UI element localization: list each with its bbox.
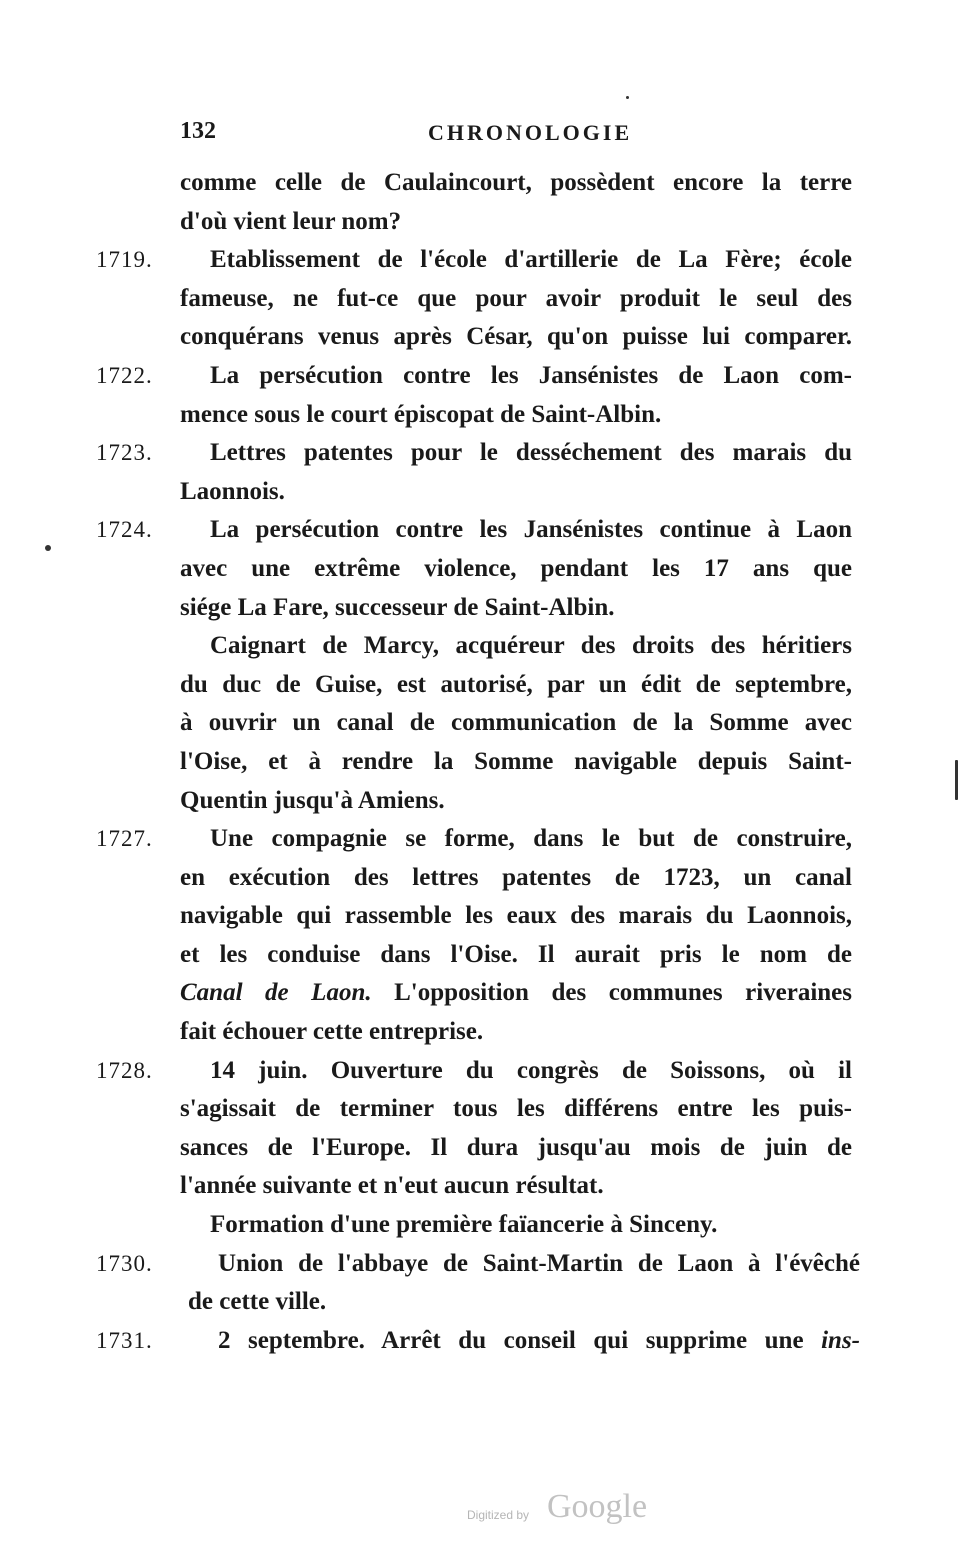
running-header: [180, 118, 850, 154]
italic-text: ins-: [821, 1326, 860, 1354]
digitized-label: Digitized by: [467, 1508, 530, 1522]
text-line: du duc de Guise, est autorisé, par un édit de septembre,: [180, 670, 852, 698]
page-number: 132: [180, 118, 216, 144]
text-line: sances de l'Europe. Il dura jusqu'au mois de juin de: [180, 1133, 852, 1161]
text-line: Lettres patentes pour le desséchement des marais du: [210, 439, 852, 467]
text-line: s'agissait de terminer tous les différens entre les puis-: [180, 1095, 852, 1123]
scan-speck: [955, 760, 958, 800]
text-line: Caignart de Marcy, acquéreur des droits des héritiers: [210, 632, 852, 660]
entry-year: 1723.: [96, 440, 153, 466]
entry-year: 1722.: [96, 362, 153, 388]
text-line: La persécution contre les Jansénistes continue à Laon: [210, 516, 852, 544]
text-line: conquérans venus après César, qu'on puisse lui comparer.: [180, 323, 852, 351]
chronology-entry-1731: [0, 1322, 860, 1361]
chronology-text: [0, 164, 965, 1360]
text-line: comme celle de Caulaincourt, possèdent encore la terre: [180, 169, 852, 196]
text-line: d'où vient leur nom?: [180, 207, 402, 235]
text-line: en exécution des lettres patentes de 1723, un canal: [180, 863, 852, 891]
entry-year: 1719.: [96, 247, 153, 273]
digitized-watermark: [467, 1486, 727, 1536]
google-logo: Google: [547, 1488, 648, 1525]
text-line: et les conduise dans l'Oise. Il aurait pris le nom de: [180, 940, 852, 968]
text-line: Union de l'abbaye de Saint-Martin de Laon à l'évêché: [218, 1249, 860, 1277]
chronology-entry-1727: [0, 820, 852, 1052]
text-line: fait échouer cette entreprise.: [180, 1018, 484, 1046]
text-line: Canal de Laon. L'opposition des communes riveraines: [180, 979, 853, 1007]
entry-year: 1728.: [96, 1057, 153, 1083]
text-line: avec une extrême violence, pendant les 17 ans que: [180, 554, 852, 582]
chronology-entry-1719: [0, 241, 852, 357]
text-line: à ouvrir un canal de communication de la Somme avec: [180, 709, 852, 737]
text-line: mence sous le court épiscopat de Saint-Albin.: [180, 400, 662, 428]
chronology-entry-1723: [0, 434, 852, 511]
text-line: Formation d'une première faïancerie à Sinceny.: [210, 1211, 718, 1239]
text-line: 2 septembre. Arrêt du conseil qui supprime une ins-: [218, 1326, 860, 1354]
italic-text: Canal de Laon.: [180, 979, 372, 1007]
scan-speck: [626, 96, 629, 99]
text-line: siége La Fare, successeur de Saint-Albin.: [180, 593, 615, 621]
text-line: La persécution contre les Jansénistes de Laon com-: [210, 361, 852, 389]
chronology-entry-1724: [0, 511, 852, 820]
text-line: Quentin jusqu'à Amiens.: [180, 786, 445, 814]
entry-year: 1731.: [96, 1327, 153, 1353]
chronology-entry-1728: [0, 1052, 852, 1245]
text-line: Laonnois.: [180, 477, 285, 505]
chronology-entry-continuation: [0, 164, 852, 241]
entry-year: 1727.: [96, 826, 153, 852]
scan-speck: [45, 545, 51, 551]
text-line: Une compagnie se forme, dans le but de construire,: [210, 825, 852, 853]
chronology-entry-1722: [0, 357, 852, 434]
running-title: CHRONOLOGIE: [428, 120, 633, 145]
entry-year: 1730.: [96, 1250, 153, 1276]
text-line: l'Oise, et à rendre la Somme navigable depuis Saint-: [180, 747, 852, 775]
entry-year: 1724.: [96, 517, 153, 543]
text-line: de cette ville.: [188, 1288, 327, 1316]
text-line: l'année suivante et n'eut aucun résultat.: [180, 1172, 604, 1200]
text-line: navigable qui rassemble les eaux des marais du Laonnois,: [180, 902, 852, 930]
chronology-entry-1730: [0, 1245, 860, 1322]
text-line: fameuse, ne fut-ce que pour avoir produit le seul des: [180, 284, 852, 312]
text-line: Etablissement de l'école d'artillerie de La Fère; école: [210, 246, 852, 274]
text-line: 14 juin. Ouverture du congrès de Soissons, où il: [210, 1056, 852, 1084]
